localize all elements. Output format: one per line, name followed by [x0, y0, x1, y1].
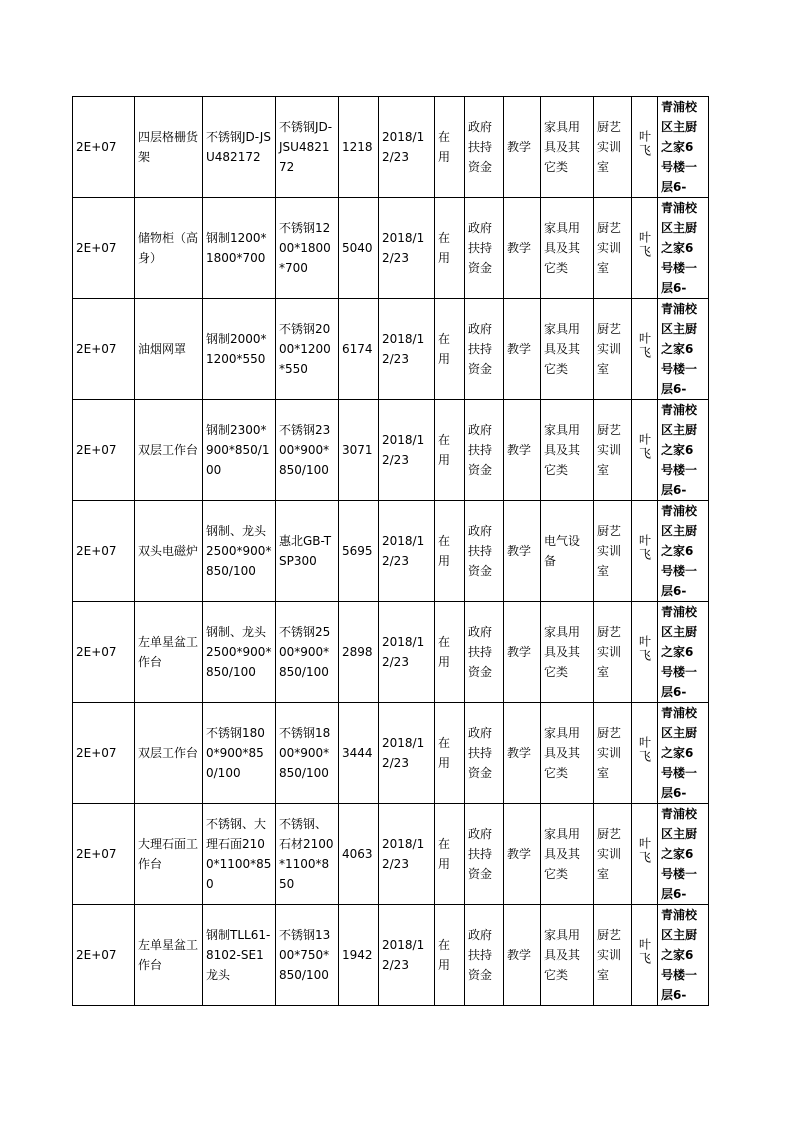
- model-cell: 惠北GB-TSP300: [276, 501, 339, 602]
- asset-name-cell: 四层格栅货架: [135, 97, 203, 198]
- table-row: [73, 400, 709, 501]
- custodian-cell: [632, 602, 658, 703]
- funding-source-cell: 政府扶持资金: [465, 97, 504, 198]
- model-cell: 不锈钢2300*900*850/100: [276, 400, 339, 501]
- spec-cell: 钢制1200*1800*700: [203, 198, 276, 299]
- usage-cell: 教学: [504, 703, 541, 804]
- category-cell: 电气设备: [541, 501, 594, 602]
- status-cell: 在用: [435, 400, 465, 501]
- custodian-cell: [632, 299, 658, 400]
- asset-code-cell: 2E+07: [73, 198, 135, 299]
- status-cell: 在用: [435, 299, 465, 400]
- asset-code-cell: 2E+07: [73, 804, 135, 905]
- spec-cell: 不锈钢、大理石面2100*1100*850: [203, 804, 276, 905]
- category-cell: 家具用具及其它类: [541, 299, 594, 400]
- custodian-name: 叶飞: [637, 837, 652, 865]
- department-cell: 厨艺实训室: [594, 703, 632, 804]
- funding-source-cell: 政府扶持资金: [465, 198, 504, 299]
- location-cell: 青浦校区主厨之家6号楼一层6-: [658, 804, 709, 905]
- asset-name-cell: 双头电磁炉: [135, 501, 203, 602]
- purchase-date-cell: 2018/12/23: [379, 905, 435, 1006]
- custodian-cell: [632, 804, 658, 905]
- custodian-name: 叶飞: [637, 736, 652, 764]
- asset-name-cell: 左单星盆工作台: [135, 905, 203, 1006]
- asset-code-cell: 2E+07: [73, 501, 135, 602]
- location-cell: 青浦校区主厨之家6号楼一层6-: [658, 501, 709, 602]
- department-cell: 厨艺实训室: [594, 501, 632, 602]
- purchase-date-cell: 2018/12/23: [379, 400, 435, 501]
- funding-source-cell: 政府扶持资金: [465, 602, 504, 703]
- asset-code-cell: 2E+07: [73, 97, 135, 198]
- usage-cell: 教学: [504, 299, 541, 400]
- price-cell: 3071: [339, 400, 379, 501]
- table-row: [73, 703, 709, 804]
- usage-cell: 教学: [504, 198, 541, 299]
- usage-cell: 教学: [504, 804, 541, 905]
- location-cell: 青浦校区主厨之家6号楼一层6-: [658, 299, 709, 400]
- usage-cell: 教学: [504, 400, 541, 501]
- custodian-name: 叶飞: [637, 635, 652, 663]
- price-cell: 6174: [339, 299, 379, 400]
- status-cell: 在用: [435, 501, 465, 602]
- price-cell: 5040: [339, 198, 379, 299]
- asset-name-cell: 大理石面工作台: [135, 804, 203, 905]
- location-cell: 青浦校区主厨之家6号楼一层6-: [658, 905, 709, 1006]
- status-cell: 在用: [435, 703, 465, 804]
- location-cell: 青浦校区主厨之家6号楼一层6-: [658, 400, 709, 501]
- model-cell: 不锈钢JD-JSU482172: [276, 97, 339, 198]
- category-cell: 家具用具及其它类: [541, 905, 594, 1006]
- funding-source-cell: 政府扶持资金: [465, 400, 504, 501]
- category-cell: 家具用具及其它类: [541, 602, 594, 703]
- asset-code-cell: 2E+07: [73, 703, 135, 804]
- purchase-date-cell: 2018/12/23: [379, 602, 435, 703]
- purchase-date-cell: 2018/12/23: [379, 501, 435, 602]
- department-cell: 厨艺实训室: [594, 905, 632, 1006]
- price-cell: 1218: [339, 97, 379, 198]
- status-cell: 在用: [435, 804, 465, 905]
- custodian-cell: [632, 97, 658, 198]
- price-cell: 3444: [339, 703, 379, 804]
- table-row: [73, 804, 709, 905]
- category-cell: 家具用具及其它类: [541, 804, 594, 905]
- department-cell: 厨艺实训室: [594, 804, 632, 905]
- custodian-name: 叶飞: [637, 433, 652, 461]
- custodian-cell: [632, 905, 658, 1006]
- funding-source-cell: 政府扶持资金: [465, 501, 504, 602]
- status-cell: 在用: [435, 602, 465, 703]
- custodian-name: 叶飞: [637, 534, 652, 562]
- asset-code-cell: 2E+07: [73, 905, 135, 1006]
- custodian-cell: [632, 198, 658, 299]
- asset-name-cell: 油烟网罩: [135, 299, 203, 400]
- funding-source-cell: 政府扶持资金: [465, 905, 504, 1006]
- purchase-date-cell: 2018/12/23: [379, 198, 435, 299]
- model-cell: 不锈钢1200*1800*700: [276, 198, 339, 299]
- location-cell: 青浦校区主厨之家6号楼一层6-: [658, 602, 709, 703]
- price-cell: 2898: [339, 602, 379, 703]
- department-cell: 厨艺实训室: [594, 299, 632, 400]
- table-row: [73, 299, 709, 400]
- custodian-name: 叶飞: [637, 231, 652, 259]
- spec-cell: 不锈钢1800*900*850/100: [203, 703, 276, 804]
- model-cell: 不锈钢2000*1200*550: [276, 299, 339, 400]
- purchase-date-cell: 2018/12/23: [379, 804, 435, 905]
- asset-code-cell: 2E+07: [73, 602, 135, 703]
- custodian-cell: [632, 400, 658, 501]
- status-cell: 在用: [435, 905, 465, 1006]
- purchase-date-cell: 2018/12/23: [379, 97, 435, 198]
- model-cell: 不锈钢1300*750*850/100: [276, 905, 339, 1006]
- model-cell: 不锈钢2500*900*850/100: [276, 602, 339, 703]
- category-cell: 家具用具及其它类: [541, 400, 594, 501]
- table-row: [73, 602, 709, 703]
- funding-source-cell: 政府扶持资金: [465, 703, 504, 804]
- category-cell: 家具用具及其它类: [541, 703, 594, 804]
- custodian-name: 叶飞: [637, 332, 652, 360]
- funding-source-cell: 政府扶持资金: [465, 804, 504, 905]
- category-cell: 家具用具及其它类: [541, 97, 594, 198]
- funding-source-cell: 政府扶持资金: [465, 299, 504, 400]
- status-cell: 在用: [435, 97, 465, 198]
- custodian-cell: [632, 703, 658, 804]
- asset-name-cell: 双层工作台: [135, 400, 203, 501]
- price-cell: 5695: [339, 501, 379, 602]
- asset-name-cell: 左单星盆工作台: [135, 602, 203, 703]
- price-cell: 1942: [339, 905, 379, 1006]
- category-cell: 家具用具及其它类: [541, 198, 594, 299]
- location-cell: 青浦校区主厨之家6号楼一层6-: [658, 703, 709, 804]
- spec-cell: 钢制、龙头2500*900*850/100: [203, 602, 276, 703]
- spec-cell: 钢制TLL61-8102-SE1龙头: [203, 905, 276, 1006]
- asset-code-cell: 2E+07: [73, 400, 135, 501]
- model-cell: 不锈钢、石材2100*1100*850: [276, 804, 339, 905]
- department-cell: 厨艺实训室: [594, 198, 632, 299]
- table-row: [73, 198, 709, 299]
- usage-cell: 教学: [504, 602, 541, 703]
- table-row: [73, 97, 709, 198]
- spec-cell: 钢制2300*900*850/100: [203, 400, 276, 501]
- price-cell: 4063: [339, 804, 379, 905]
- status-cell: 在用: [435, 198, 465, 299]
- location-cell: 青浦校区主厨之家6号楼一层6-: [658, 198, 709, 299]
- department-cell: 厨艺实训室: [594, 97, 632, 198]
- asset-name-cell: 双层工作台: [135, 703, 203, 804]
- usage-cell: 教学: [504, 97, 541, 198]
- asset-code-cell: 2E+07: [73, 299, 135, 400]
- model-cell: 不锈钢1800*900*850/100: [276, 703, 339, 804]
- asset-name-cell: 储物柜（高身）: [135, 198, 203, 299]
- custodian-name: 叶飞: [637, 130, 652, 158]
- custodian-name: 叶飞: [637, 938, 652, 966]
- department-cell: 厨艺实训室: [594, 400, 632, 501]
- table-row: [73, 905, 709, 1006]
- table-row: [73, 501, 709, 602]
- usage-cell: 教学: [504, 905, 541, 1006]
- purchase-date-cell: 2018/12/23: [379, 703, 435, 804]
- spec-cell: 不锈钢JD-JSU482172: [203, 97, 276, 198]
- usage-cell: 教学: [504, 501, 541, 602]
- purchase-date-cell: 2018/12/23: [379, 299, 435, 400]
- asset-table: [72, 96, 709, 1006]
- spec-cell: 钢制、龙头2500*900*850/100: [203, 501, 276, 602]
- spec-cell: 钢制2000*1200*550: [203, 299, 276, 400]
- department-cell: 厨艺实训室: [594, 602, 632, 703]
- location-cell: 青浦校区主厨之家6号楼一层6-: [658, 97, 709, 198]
- custodian-cell: [632, 501, 658, 602]
